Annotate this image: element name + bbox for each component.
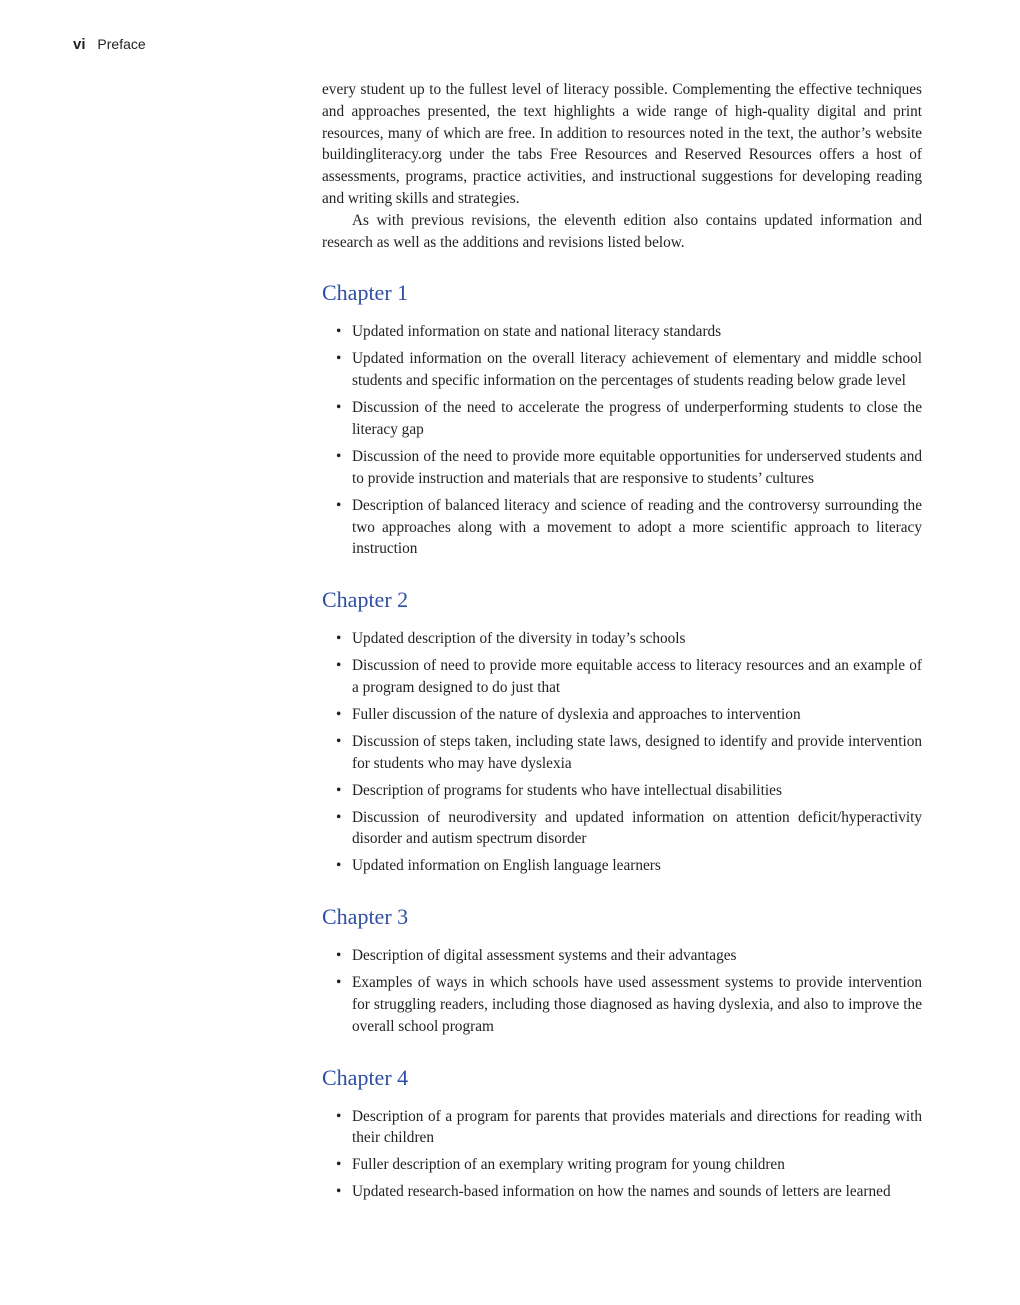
bullet-icon: •	[336, 781, 342, 799]
bullet-list	[322, 628, 922, 877]
list-item	[322, 972, 922, 1037]
list-item	[322, 945, 922, 967]
list-item-text: Discussion of need to provide more equitable access to literacy resources and an example of a program designed to do just that	[352, 657, 922, 696]
running-head-title: Preface	[97, 36, 146, 52]
intro-paragraph: every student up to the fullest level of literacy possible. Complementing the effective techniques and approaches presented, the text highlights a wide range of high-quality digital and print resources, many of which are free. In addition to resources noted in the text, the author’s website buildingliteracy.org under the tabs Free Resources and Reserved Resources offers a host of assessments, programs, practice activities, and instructional suggestions for developing reading and writing skills and strategies.	[322, 81, 922, 207]
bullet-list	[322, 945, 922, 1037]
list-item	[322, 807, 922, 851]
list-item-text: Description of programs for students who have intellectual disabilities	[352, 781, 782, 799]
list-item-text: Discussion of steps taken, including state laws, designed to identify and provide intervention for students who may have dyslexia	[352, 732, 922, 772]
list-item	[322, 1106, 922, 1150]
list-item-text: Discussion of the need to accelerate the progress of underperforming students to close the literacy gap	[352, 399, 922, 438]
bullet-icon: •	[336, 1107, 342, 1125]
list-item-text: Discussion of the need to provide more equitable opportunities for underserved students and to provide instruction and materials that are responsive to students’ cultures	[352, 447, 922, 487]
bullet-icon: •	[336, 496, 342, 514]
bullet-icon: •	[336, 857, 342, 875]
list-item-text: Fuller discussion of the nature of dyslexia and approaches to intervention	[352, 705, 801, 723]
list-item-text: Description of digital assessment systems and their advantages	[352, 947, 737, 965]
bullet-icon: •	[336, 1183, 342, 1201]
bullet-icon: •	[336, 399, 342, 417]
list-item	[322, 1154, 922, 1176]
list-item	[322, 855, 922, 877]
list-item	[322, 731, 922, 775]
intro-paragraph: As with previous revisions, the eleventh edition also contains updated information and research as well as the additions and revisions listed below.	[322, 211, 922, 251]
list-item-text: Updated description of the diversity in today’s schools	[352, 630, 686, 648]
list-item	[322, 655, 922, 699]
chapter-section	[322, 279, 922, 560]
chapter-heading: Chapter 1	[322, 280, 409, 306]
list-item-text: Updated information on English language learners	[352, 857, 661, 875]
bullet-icon: •	[336, 630, 342, 648]
bullet-icon: •	[336, 447, 342, 465]
bullet-list	[322, 1106, 922, 1204]
chapter-section	[322, 1064, 922, 1204]
chapter-section	[322, 903, 922, 1037]
list-item	[322, 321, 922, 343]
list-item	[322, 397, 922, 441]
bullet-list	[322, 321, 922, 560]
list-item-text: Updated research-based information on how the names and sounds of letters are learned	[352, 1183, 891, 1201]
list-item-text: Examples of ways in which schools have used assessment systems to provide intervention for struggling readers, including those diagnosed as having dyslexia, and also to improve the overall school program	[352, 974, 922, 1035]
list-item-text: Updated information on the overall literacy achievement of elementary and middle school students and specific information on the percentages of students reading below grade level	[352, 350, 922, 390]
text-column	[322, 79, 922, 1208]
list-item-text: Discussion of neurodiversity and updated information on attention deficit/hyperactivity disorder and autism spectrum disorder	[352, 808, 922, 848]
list-item-text: Fuller description of an exemplary writing program for young children	[352, 1156, 785, 1174]
chapter-heading: Chapter 2	[322, 587, 409, 613]
list-item	[322, 446, 922, 490]
list-item-text: Description of balanced literacy and science of reading and the controversy surrounding the two approaches along with a movement to adopt a more scientific approach to literacy instruction	[352, 496, 922, 558]
page-number: vi	[73, 36, 86, 53]
list-item-text: Updated information on state and national literacy standards	[352, 323, 722, 341]
running-head	[73, 36, 146, 53]
chapter-heading: Chapter 3	[322, 904, 409, 930]
bullet-icon: •	[336, 657, 342, 675]
bullet-icon: •	[336, 732, 342, 750]
bullet-icon: •	[336, 323, 342, 341]
chapter-section	[322, 586, 922, 877]
bullet-icon: •	[336, 947, 342, 965]
list-item	[322, 348, 922, 392]
list-item-text: Description of a program for parents that provides materials and directions for reading with their children	[352, 1107, 922, 1147]
bullet-icon: •	[336, 705, 342, 723]
bullet-icon: •	[336, 974, 342, 992]
list-item	[322, 628, 922, 650]
list-item	[322, 704, 922, 726]
list-item	[322, 495, 922, 560]
bullet-icon: •	[336, 350, 342, 368]
chapter-heading: Chapter 4	[322, 1064, 409, 1090]
list-item	[322, 780, 922, 802]
bullet-icon: •	[336, 808, 342, 826]
list-item	[322, 1181, 922, 1203]
bullet-icon: •	[336, 1156, 342, 1174]
